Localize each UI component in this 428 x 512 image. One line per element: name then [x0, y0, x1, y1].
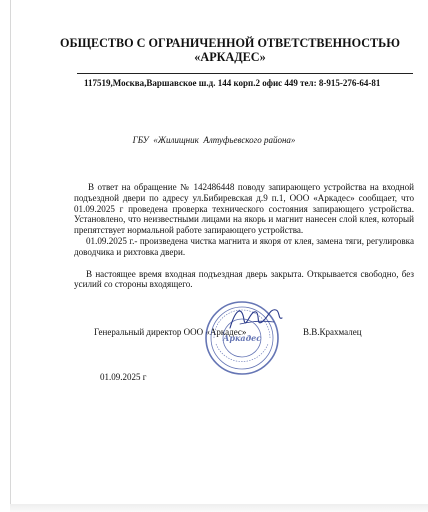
- body-paragraph-2: 01.09.2025 г.- произведена чистка магнита и якоря от клея, замена тяги, регулировка доводчика и рихтовка двери.: [74, 235, 414, 257]
- body-paragraph-3: В настоящее время входная подъездная дверь закрыта. Открывается свободно, без усилий со стороны входящего.: [74, 268, 414, 290]
- letter-body: [74, 182, 414, 290]
- company-name: [50, 36, 410, 64]
- signatory-title: Генеральный директор ООО «Аркадес»: [94, 327, 247, 337]
- letter-date: 01.09.2025 г: [100, 372, 147, 382]
- signatory-name: В.В.Крахмалец: [303, 327, 362, 337]
- header-divider: [77, 73, 413, 74]
- handwritten-signature: [226, 298, 286, 338]
- body-paragraph-1-text: В ответ на обращение № 142486448 поводу запирающего устройства на входной подъездной двери по адресу ул.Бибиревская д.9 п.1, ООО «Аркадес» сообщает, что 01.09.2025 г проведена проверка технического состояния запирающего устройства. Установлено, что неизвестными лицами на якорь и магнит нанесен слой клея, который препятствует нормальной работе запирающего устройства.: [74, 182, 414, 236]
- stamp-center-text: Аркадес: [222, 333, 262, 343]
- company-name-line2: «АРКАДЕС»: [194, 50, 266, 64]
- recipient-line: ГБУ «Жилищник Алтуфьевского района»: [132, 135, 296, 145]
- company-name-line1: ОБЩЕСТВО С ОГРАНИЧЕННОЙ ОТВЕТСТВЕННОСТЬЮ: [60, 36, 400, 50]
- body-paragraph-1: [74, 182, 414, 236]
- company-address: 117519,Москва,Варшавское ш.д. 144 корп.2 офис 449 тел: 8-915-276-64-81: [84, 78, 381, 88]
